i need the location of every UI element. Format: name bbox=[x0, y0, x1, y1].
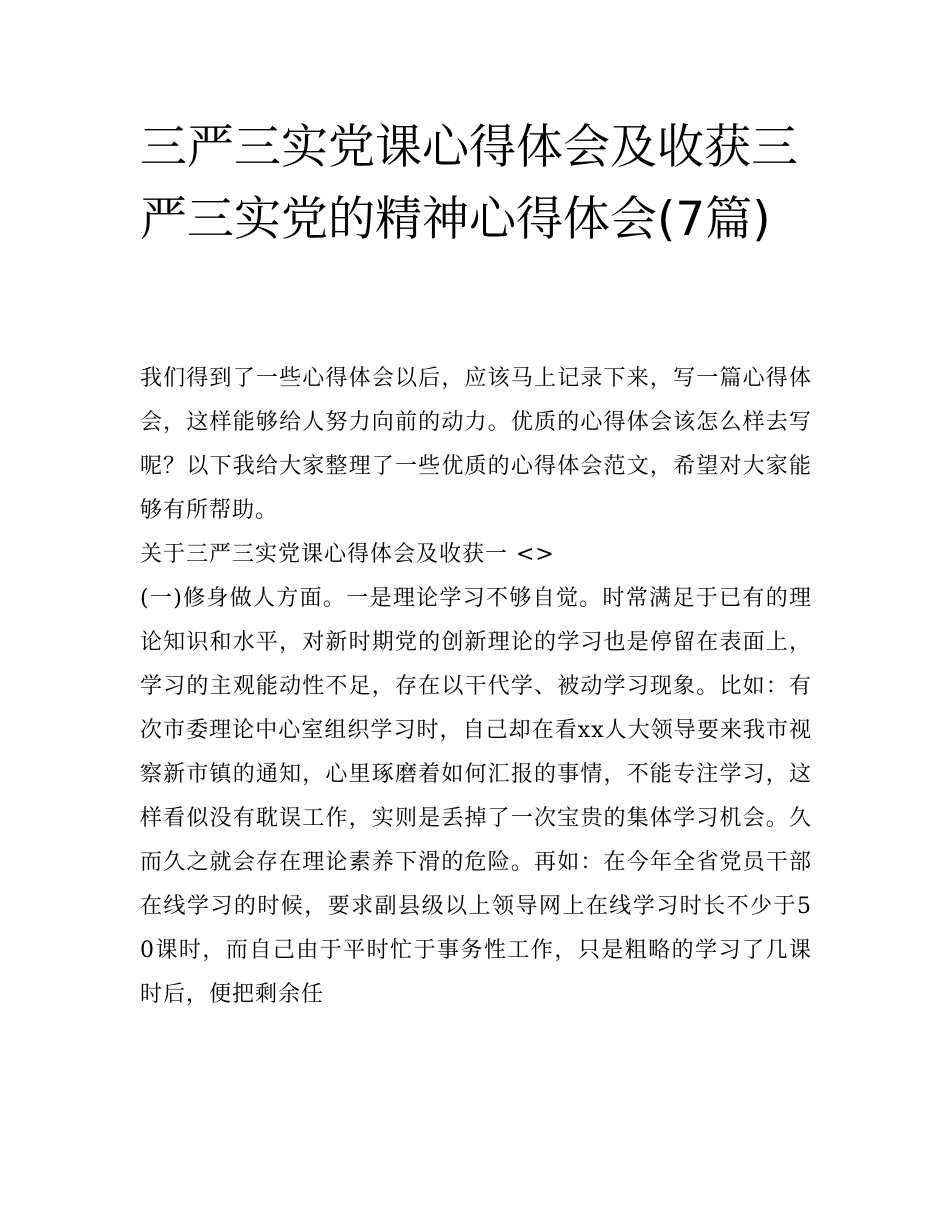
intro-paragraph: 我们得到了一些心得体会以后，应该马上记录下来，写一篇心得体会，这样能够给人努力向前的动力。优质的心得体会该怎么样去写呢？以下我给大家整理了一些优质的心得体会范文，希望对大家能够有所帮助。 bbox=[140, 366, 812, 523]
section-paragraph: (一)修身做人方面。一是理论学习不够自觉。时常满足于已有的理论知识和水平，对新时期党的创新理论的学习也是停留在表面上，学习的主观能动性不足，存在以干代学、被动学习现象。比如：有次市委理论中心室组织学习时，自己却在看xx人大领导要来我市视察新市镇的通知，心里琢磨着如何汇报的事情，不能专注学习，这样看似没有耽误工作，实则是丢掉了一次宝贵的集体学习机会。久而久之就会存在理论素养下滑的危险。再如：在今年全省党员干部在线学习的时候，要求副县级以上领导网上在线学习时长不少于50课时，而自己由于平时忙于事务性工作，只是粗略的学习了几课时后，便把剩余任 bbox=[140, 586, 812, 1007]
document-body bbox=[140, 357, 812, 1017]
document-title: 三严三实党课心得体会及收获三严三实党的精神心得体会(7篇) bbox=[140, 120, 798, 247]
section-heading: 关于三严三实党课心得体会及收获一 <> bbox=[140, 542, 555, 567]
